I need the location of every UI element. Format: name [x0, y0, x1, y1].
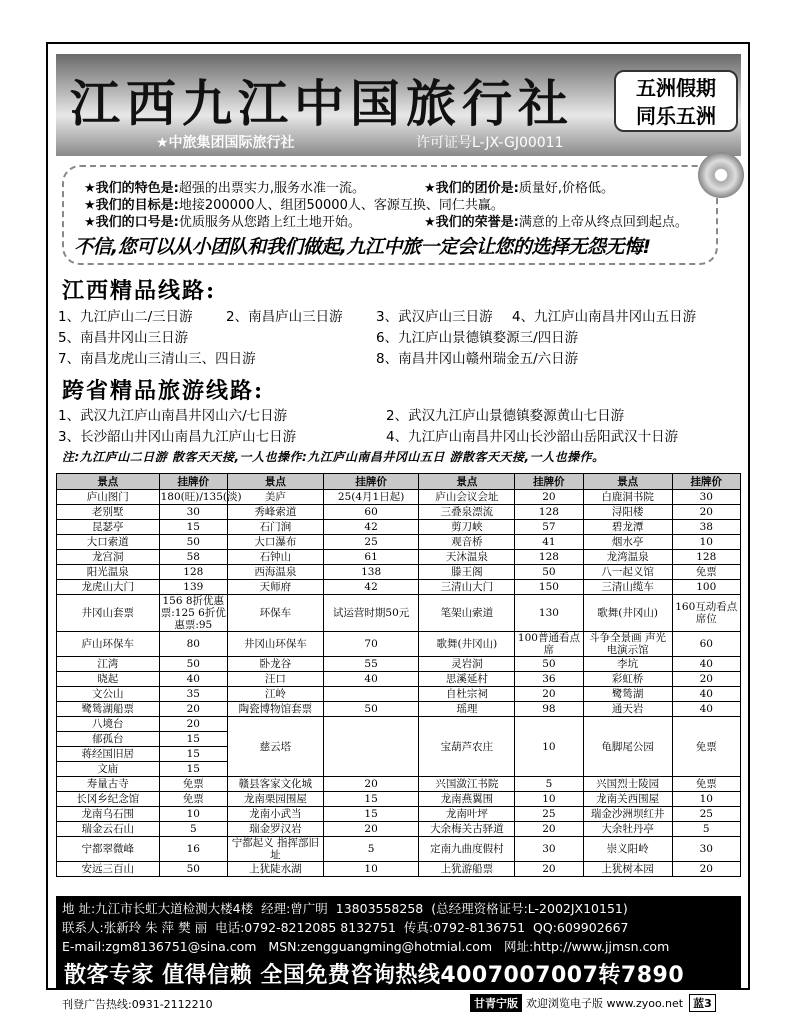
table-cell: 龟脚尾公园: [583, 717, 672, 777]
table-cell: 上犹树本园: [583, 862, 672, 877]
table-cell: 陶瓷博物馆套票: [227, 702, 323, 717]
table-cell: 50: [515, 657, 583, 672]
route-item: 4、九江庐山南昌井冈山长沙韶山岳阳武汉十日游: [386, 429, 679, 445]
table-cell: 八境台: [57, 717, 160, 732]
table-cell: 10: [515, 792, 583, 807]
table-row: [57, 777, 741, 792]
table-cell: 5: [159, 822, 227, 837]
table-cell: 57: [515, 520, 583, 535]
group-name: ★中旅集团国际旅行社: [156, 135, 295, 151]
table-cell: 江岭: [227, 687, 323, 702]
table-cell: 5: [672, 822, 740, 837]
table-row: [57, 687, 741, 702]
table-row: [57, 580, 741, 595]
table-cell: 30: [159, 505, 227, 520]
table-cell: 兴国潋江书院: [419, 777, 515, 792]
table-cell: 10: [159, 807, 227, 822]
table-cell: 井冈山环保车: [227, 632, 323, 657]
table-cell: 20: [515, 490, 583, 505]
route-item: 5、南昌井冈山三日游: [58, 330, 189, 346]
table-cell: 80: [159, 632, 227, 657]
table-cell: 美庐: [227, 490, 323, 505]
table-cell: 25(4月1日起): [323, 490, 419, 505]
table-cell: 20: [672, 862, 740, 877]
page-number: 蓝3: [689, 994, 716, 1012]
table-cell: 98: [515, 702, 583, 717]
route-item: 4、九江庐山南昌井冈山五日游: [512, 309, 697, 325]
table-cell: 龙南叶坪: [419, 807, 515, 822]
table-cell: 大余牡丹亭: [583, 822, 672, 837]
feature-key: ★我们的荣誉是:: [424, 215, 519, 230]
feature-row: [84, 211, 688, 230]
table-cell: 歌舞(井冈山): [419, 632, 515, 657]
table-cell: 昆瑟亭: [57, 520, 160, 535]
table-cell: 秀峰索道: [227, 505, 323, 520]
table-row: [57, 595, 741, 632]
table-cell: 滕王阁: [419, 565, 515, 580]
table-cell: 20: [159, 702, 227, 717]
column-header: 景点: [419, 474, 515, 490]
slogan-box: [614, 70, 738, 132]
table-cell: 15: [159, 520, 227, 535]
table-cell: 石钟山: [227, 550, 323, 565]
route-item: 3、武汉庐山三日游: [376, 309, 493, 325]
table-cell: 庐山环保车: [57, 632, 160, 657]
decorative-circle-icon: [698, 152, 744, 198]
feature-value: 超强的出票实力,服务水准一流。: [178, 181, 365, 196]
manager-license: (总经理资格证号:L-2002JX10151): [431, 901, 628, 916]
table-cell: 20: [515, 862, 583, 877]
table-row: [57, 822, 741, 837]
table-cell: 139: [159, 580, 227, 595]
table-cell: 50: [159, 862, 227, 877]
table-cell: 兴国烈士陵园: [583, 777, 672, 792]
table-cell: 128: [515, 550, 583, 565]
table-cell: 138: [323, 565, 419, 580]
feature-key: ★我们的团价是:: [424, 181, 519, 196]
table-cell: 30: [515, 837, 583, 862]
slogan-line-2: 同乐五洲: [636, 104, 716, 128]
feature-key: ★我们的口号是:: [84, 215, 179, 230]
table-cell: 龙宫洞: [57, 550, 160, 565]
table-cell: 龙湾温泉: [583, 550, 672, 565]
route-item: 1、九江庐山二/三日游: [58, 309, 193, 325]
table-cell: 自杜宗祠: [419, 687, 515, 702]
contact-line: [62, 918, 735, 937]
table-cell: 瑞金罗汉岩: [227, 822, 323, 837]
table-cell: 烟水亭: [583, 535, 672, 550]
table-cell: 蒋经国旧居: [57, 747, 160, 762]
column-header: 景点: [583, 474, 672, 490]
ad-hotline: 刊登广告热线:0931-2112210: [62, 998, 213, 1011]
table-cell: 30: [672, 837, 740, 862]
table-cell: 15: [323, 792, 419, 807]
table-cell: 50: [159, 657, 227, 672]
table-cell: 瑞金云石山: [57, 822, 160, 837]
table-cell: 15: [159, 762, 227, 777]
table-cell: 25: [323, 535, 419, 550]
table-cell: 通天岩: [583, 702, 672, 717]
table-cell: 15: [159, 747, 227, 762]
table-cell: 60: [672, 632, 740, 657]
table-cell: 50: [323, 702, 419, 717]
table-cell: 三叠泉漂流: [419, 505, 515, 520]
edition-label: 甘青宁版: [470, 994, 522, 1012]
route-item: 8、南昌井冈山赣州瑞金五/六日游: [376, 351, 579, 367]
contacts: 联系人:张新玲 朱 萍 樊 丽: [62, 920, 208, 935]
feature-key: ★我们的特色是:: [84, 181, 179, 196]
manager-phone: 13803558258: [335, 901, 424, 916]
table-cell: 龙南燕翼围: [419, 792, 515, 807]
contact-block: [56, 896, 741, 956]
table-row: [57, 657, 741, 672]
table-cell: 免票: [672, 717, 740, 777]
table-cell: 井冈山套票: [57, 595, 160, 632]
table-cell: 20: [515, 822, 583, 837]
table-cell: 环保车: [227, 595, 323, 632]
feature-col2: [424, 211, 688, 230]
table-cell: 庐山会议会址: [419, 490, 515, 505]
feature-value: 地接200000人、组团50000人、客源互换、同仁共赢。: [178, 198, 504, 213]
manager: 经理:曾广明: [261, 901, 328, 916]
table-cell: 晓起: [57, 672, 160, 687]
table-cell: 25: [672, 807, 740, 822]
table-cell: 70: [323, 632, 419, 657]
qq: QQ:609902667: [533, 920, 629, 935]
table-cell: 阳光温泉: [57, 565, 160, 580]
address: 地 址:九江市长虹大道检测大楼4楼: [62, 901, 254, 916]
table-cell: 灵岩洞: [419, 657, 515, 672]
table-cell: 128: [515, 505, 583, 520]
table-cell: 42: [323, 520, 419, 535]
table-row: [57, 550, 741, 565]
table-cell: 100: [672, 580, 740, 595]
table-cell: 慈云塔: [227, 717, 323, 777]
table-cell: 42: [323, 580, 419, 595]
table-cell: 大口索道: [57, 535, 160, 550]
fax: 传真:0792-8136751: [403, 920, 526, 935]
table-cell: 50: [515, 565, 583, 580]
table-row: [57, 632, 741, 657]
slogan-line-1: 五洲假期: [636, 76, 716, 100]
route-item: 1、武汉九江庐山南昌井冈山六/七日游: [58, 408, 288, 424]
table-cell: 58: [159, 550, 227, 565]
table-cell: 龙南关西围屋: [583, 792, 672, 807]
table-cell: 40: [672, 687, 740, 702]
table-row: [57, 505, 741, 520]
table-cell: 定南九曲度假村: [419, 837, 515, 862]
table-cell: 20: [323, 822, 419, 837]
table-row: [57, 792, 741, 807]
table-cell: 15: [159, 732, 227, 747]
feature-value: 质量好,价格低。: [518, 181, 614, 196]
table-cell: 38: [672, 520, 740, 535]
table-cell: 55: [323, 657, 419, 672]
table-cell: 寿量古寺: [57, 777, 160, 792]
table-cell: 128: [672, 550, 740, 565]
table-cell: 16: [159, 837, 227, 862]
table-cell: 大余梅关古驿道: [419, 822, 515, 837]
msn: MSN:zengguangming@hotmial.com: [268, 939, 493, 954]
table-cell: 宝葫芦农庄: [419, 717, 515, 777]
table-row: [57, 862, 741, 877]
table-cell: 10: [515, 717, 583, 777]
column-header: 景点: [57, 474, 160, 490]
table-cell: 128: [159, 565, 227, 580]
table-cell: 文公山: [57, 687, 160, 702]
table-cell: 10: [323, 862, 419, 877]
table-cell: 40: [323, 672, 419, 687]
table-cell: 免票: [159, 792, 227, 807]
table-cell: 歌舞(井冈山): [583, 595, 672, 632]
table-cell: 40: [672, 657, 740, 672]
table-cell: 上犹游船票: [419, 862, 515, 877]
table-cell: 20: [323, 777, 419, 792]
table-cell: 龙南栗园围屋: [227, 792, 323, 807]
route-item: 3、长沙韶山井冈山南昌九江庐山七日游: [58, 429, 297, 445]
table-cell: 瑞金沙洲坝红井: [583, 807, 672, 822]
table-cell: 100普通看点席: [515, 632, 583, 657]
phone: 电话:0792-8212085 8132751: [215, 920, 396, 935]
feature-value: 满意的上帝从终点回到起点。: [518, 215, 688, 230]
table-cell: 浔阳楼: [583, 505, 672, 520]
table-cell: 20: [515, 687, 583, 702]
table-row: [57, 520, 741, 535]
route-item: 6、九江庐山景德镇婺源三/四日游: [376, 330, 579, 346]
table-cell: 20: [159, 717, 227, 732]
column-header: 挂牌价: [323, 474, 419, 490]
table-cell: 剪刀峡: [419, 520, 515, 535]
table-cell: 文庙: [57, 762, 160, 777]
table-cell: 龙南乌石围: [57, 807, 160, 822]
website: 网址:http://www.jjmsn.com: [504, 939, 670, 954]
tagline: 不信,您可以从小团队和我们做起,九江中旅一定会让您的选择无怨无悔!: [74, 236, 651, 258]
table-row: [57, 535, 741, 550]
table-cell: 35: [159, 687, 227, 702]
hotline-bar: 散客专家 值得信赖 全国免费咨询热线4007007007转7890: [56, 956, 741, 988]
table-cell: 石门涧: [227, 520, 323, 535]
table-cell: 60: [323, 505, 419, 520]
table-cell: 41: [515, 535, 583, 550]
agency-title: 江西九江中国旅行社: [70, 74, 574, 133]
route-item: 7、南昌龙虎山三清山三、四日游: [58, 351, 256, 367]
table-cell: 郁孤台: [57, 732, 160, 747]
route-item: 2、武汉九江庐山景德镇婺源黄山七日游: [386, 408, 625, 424]
table-cell: 130: [515, 595, 583, 632]
table-cell: [323, 717, 419, 777]
table-cell: 40: [159, 672, 227, 687]
table-cell: 瑶理: [419, 702, 515, 717]
table-cell: 八一起义馆: [583, 565, 672, 580]
column-header: 挂牌价: [159, 474, 227, 490]
table-cell: 36: [515, 672, 583, 687]
table-cell: 宁都翠微峰: [57, 837, 160, 862]
table-cell: 龙虎山大门: [57, 580, 160, 595]
table-cell: 免票: [672, 565, 740, 580]
table-row: [57, 490, 741, 505]
table-cell: 61: [323, 550, 419, 565]
table-cell: 西海温泉: [227, 565, 323, 580]
table-cell: 免票: [672, 777, 740, 792]
email: E-mail:zgm8136751@sina.com: [62, 939, 257, 954]
table-cell: 10: [672, 792, 740, 807]
table-cell: 25: [515, 807, 583, 822]
table-cell: 白鹿洞书院: [583, 490, 672, 505]
table-cell: 50: [159, 535, 227, 550]
table-row: [57, 565, 741, 580]
table-cell: 安远三百山: [57, 862, 160, 877]
column-header: 景点: [227, 474, 323, 490]
jiangxi-routes-heading: 江西精品线路:: [62, 278, 217, 304]
contact-line: [62, 899, 735, 918]
table-cell: 笔架山索道: [419, 595, 515, 632]
table-cell: 卧龙谷: [227, 657, 323, 672]
column-header: 挂牌价: [515, 474, 583, 490]
table-header-row: [57, 474, 741, 490]
table-cell: 天师府: [227, 580, 323, 595]
table-cell: 三清山缆车: [583, 580, 672, 595]
table-cell: 宁都起义 指挥部旧址: [227, 837, 323, 862]
table-cell: 免票: [159, 777, 227, 792]
table-cell: 江湾: [57, 657, 160, 672]
footer-publication: [470, 994, 716, 1012]
table-cell: 天沐温泉: [419, 550, 515, 565]
table-cell: 15: [323, 807, 419, 822]
table-cell: 10: [672, 535, 740, 550]
license-number: 许可证号L-JX-GJ00011: [416, 135, 564, 151]
table-cell: 观音桥: [419, 535, 515, 550]
table-cell: 40: [672, 702, 740, 717]
table-row: [57, 807, 741, 822]
table-cell: 思溪延村: [419, 672, 515, 687]
table-cell: 龙南小武当: [227, 807, 323, 822]
table-row: [57, 717, 741, 732]
table-cell: [323, 687, 419, 702]
table-cell: 李坑: [583, 657, 672, 672]
table-cell: 彩虹桥: [583, 672, 672, 687]
table-cell: 赣县客家文化城: [227, 777, 323, 792]
table-cell: 5: [323, 837, 419, 862]
table-cell: 庐山图门: [57, 490, 160, 505]
table-cell: 156 8折优惠票:125 6折优惠票:95: [160, 595, 226, 631]
table-row: [57, 702, 741, 717]
table-cell: 30: [672, 490, 740, 505]
table-cell: 汪口: [227, 672, 323, 687]
table-cell: 150: [515, 580, 583, 595]
table-cell: 160互动看点席位: [672, 595, 740, 632]
table-cell: 老别墅: [57, 505, 160, 520]
welcome-text: 欢迎浏览电子版 www.zyoo.net: [526, 997, 684, 1010]
table-row: [57, 672, 741, 687]
table-cell: 180(旺)/135(淡): [160, 491, 242, 503]
table-cell: 斗争全景画 声光电演示馆: [583, 632, 672, 657]
table-cell: 长冈乡纪念馆: [57, 792, 160, 807]
table-cell: 鹭鸶湖: [583, 687, 672, 702]
table-cell: 大口瀑布: [227, 535, 323, 550]
cross-province-heading: 跨省精品旅游线路:: [62, 378, 265, 404]
table-cell: 鹭鸶湖船票: [57, 702, 160, 717]
contact-line: [62, 937, 735, 956]
table-cell: 碧龙潭: [583, 520, 672, 535]
table-cell: 试运营时期50元: [323, 595, 419, 632]
table-cell: 20: [672, 505, 740, 520]
table-cell: 三清山大门: [419, 580, 515, 595]
note-text: 注:九江庐山二日游 散客天天接,一人也操作:九江庐山南昌井冈山五日 游散客天天接,一人也操作。: [62, 450, 605, 464]
route-item: 2、南昌庐山三日游: [226, 309, 343, 325]
table-cell: 20: [672, 672, 740, 687]
feature-value: 优质服务从您踏上红土地开始。: [178, 215, 361, 230]
table-cell: 5: [515, 777, 583, 792]
table-cell: 崇义阳岭: [583, 837, 672, 862]
table-cell: 上犹陡水湖: [227, 862, 323, 877]
price-table: [56, 473, 741, 877]
feature-key: ★我们的目标是:: [84, 198, 179, 213]
table-row: [57, 837, 741, 862]
column-header: 挂牌价: [672, 474, 740, 490]
